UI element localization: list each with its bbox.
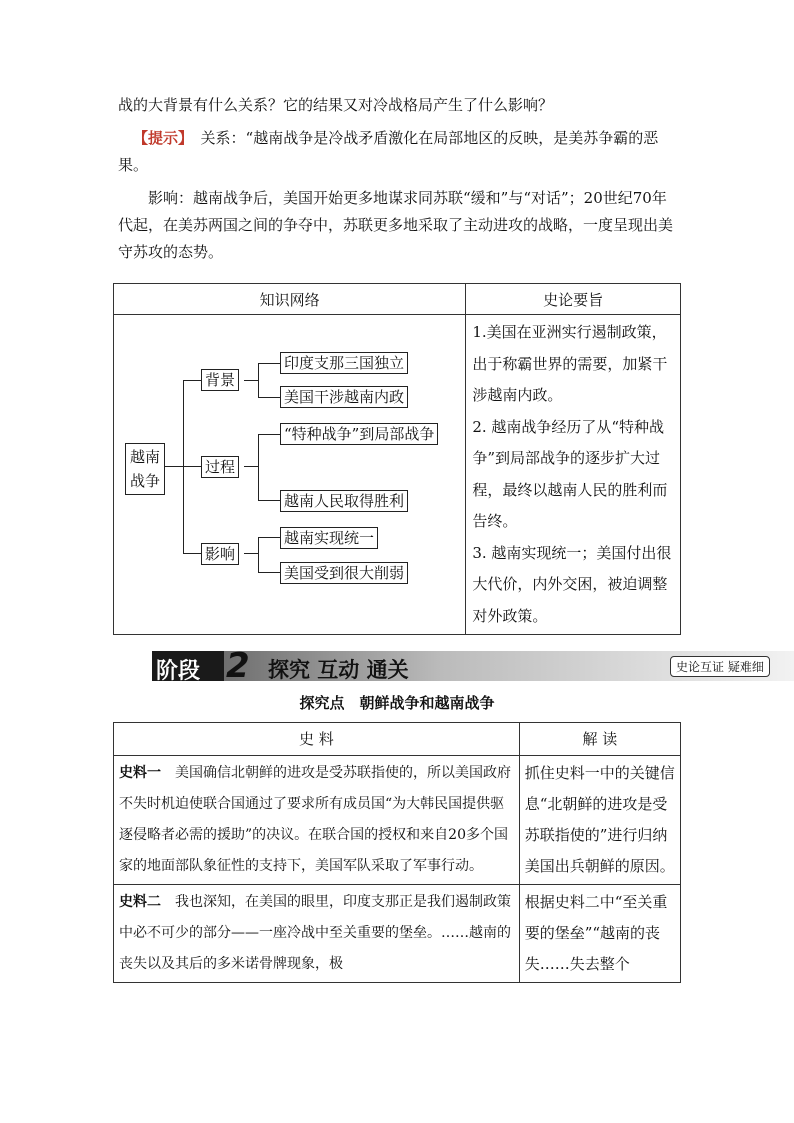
reading-header: 解 读	[519, 723, 680, 756]
hint-paragraph	[118, 125, 680, 179]
source-cell	[114, 885, 520, 983]
source-text: 我也深知，在美国的眼里，印度支那正是我们遏制政策中必不可少的部分——一座冷战中至关重要的堡垒。……越南的丧失以及其后的多米诺骨牌现象，极	[119, 894, 511, 972]
question-text: 战的大背景有什么关系？它的结果又对冷战格局产生了什么影响？	[118, 96, 554, 114]
key-point-2: 2. 越南战争经历了从“特种战争”到局部战争的逐步扩大过程，最终以越南人民的胜利而告终。	[472, 417, 668, 530]
root-box: 越南战争	[125, 443, 165, 495]
item-vietnam-victory: 越南人民取得胜利	[280, 490, 408, 512]
table-row	[114, 756, 681, 885]
reading-cell: 抓住史料一中的关键信息“北朝鲜的进攻是受苏联指使的”进行归纳美国出兵朝鲜的原因。	[519, 756, 680, 885]
table-row	[114, 885, 681, 983]
key-points-cell	[466, 315, 681, 635]
impact-paragraph: 影响：越南战争后，美国开始更多地谋求同苏联“缓和”与“对话”；20世纪70年代起，在美苏两国之间的争夺中，苏联更多地采取了主动进攻的战略，一度呈现出美守苏攻的态势。	[118, 189, 674, 261]
item-special-war: “特种战争”到局部战争	[280, 423, 438, 445]
stage-number: 2	[226, 646, 250, 686]
item-indochina-independence: 印度支那三国独立	[280, 352, 408, 374]
hint-text: 关系：“越南战争是冷战矛盾激化在局部地区的反映，是美苏争霸的恶果。	[118, 129, 659, 174]
hint-label: 【提示】	[133, 129, 186, 147]
source-text: 美国确信北朝鲜的进攻是受苏联指使的，所以美国政府不失时机迫使联合国通过了要求所有成员国“为大韩民国提供驱逐侵略者必需的援助”的决议。在联合国的授权和来自20多个国家的地面部队象征性的支持下，美国军队采取了军事行动。	[119, 765, 511, 874]
source-cell	[114, 756, 520, 885]
explore-subtitle: 探究点 朝鲜战争和越南战争	[299, 694, 495, 712]
key-point-1: 1.美国在亚洲实行遏制政策，出于称霸世界的需要，加紧干涉越南内政。	[472, 323, 668, 404]
stage-title: 探究 互动 通关	[268, 658, 409, 682]
branch-impact: 影响	[201, 543, 239, 565]
key-points-header: 史论要旨	[466, 284, 681, 315]
stage-label: 阶段	[156, 659, 201, 684]
source-label: 史料一	[119, 765, 161, 781]
source-label: 史料二	[119, 894, 161, 910]
branch-process: 过程	[201, 456, 239, 478]
source-table	[113, 722, 681, 983]
branch-background: 背景	[201, 369, 239, 391]
item-reunification: 越南实现统一	[280, 527, 378, 549]
stage-banner	[152, 648, 794, 684]
sources-header: 史 料	[114, 723, 520, 756]
reading-cell: 根据史料二中“至关重要的堡垒”“越南的丧失……失去整个	[519, 885, 680, 983]
item-us-intervention: 美国干涉越南内政	[280, 386, 408, 408]
key-point-3: 3. 越南实现统一；美国付出很大代价，内外交困，被迫调整对外政策。	[472, 543, 672, 625]
stage-tag: 史论互证 疑难细	[670, 656, 770, 677]
knowledge-network-header: 知识网络	[114, 284, 466, 315]
item-us-weakened: 美国受到很大削弱	[280, 562, 408, 584]
